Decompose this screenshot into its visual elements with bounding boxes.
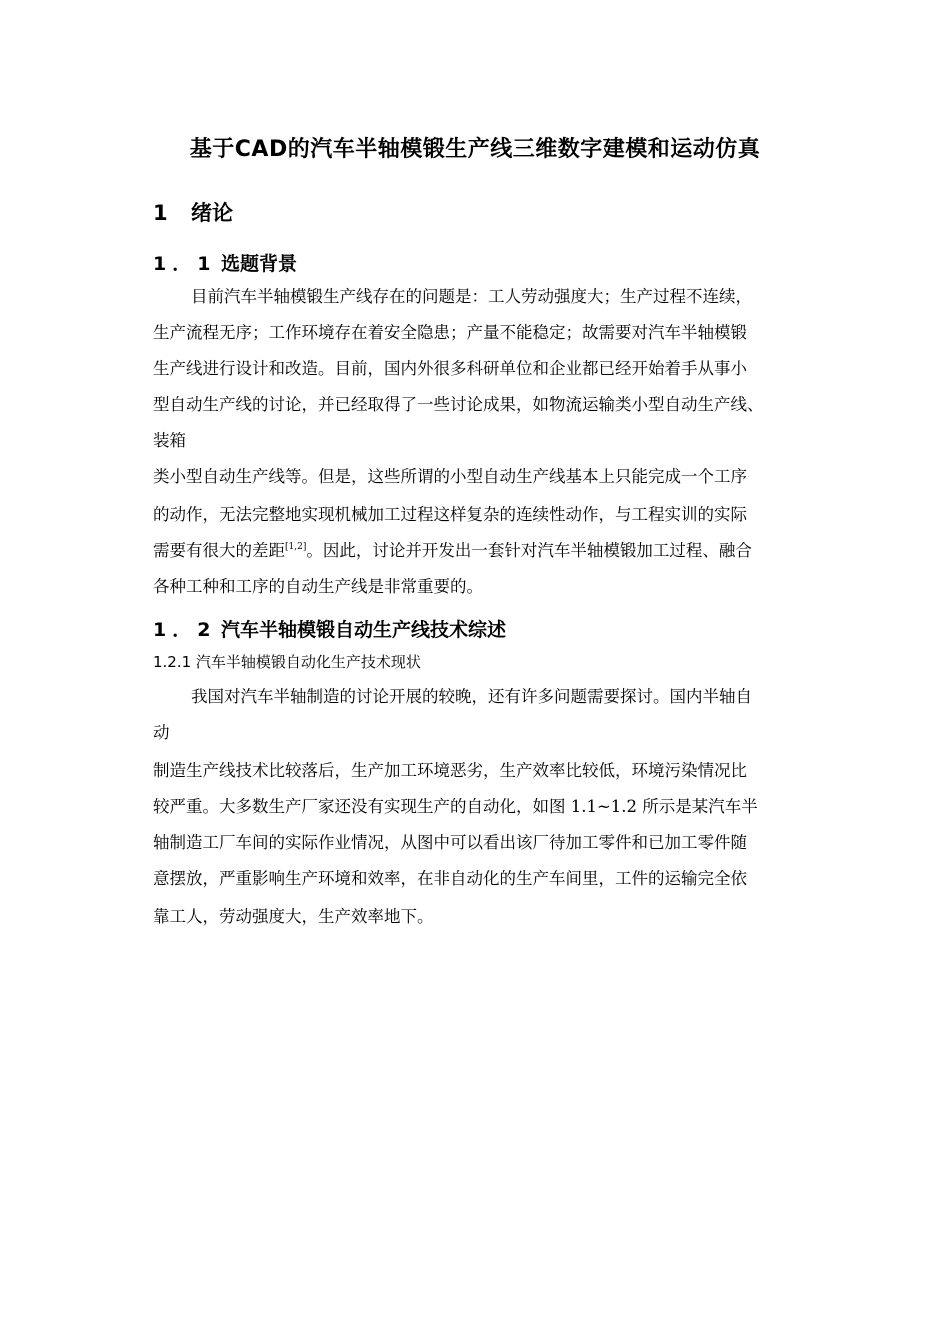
- section-number: 1．1: [153, 253, 217, 275]
- chapter-title: 绪论: [191, 201, 233, 225]
- paragraph-line: 型自动生产线的讨论，并已经取得了一些讨论成果，如物流运输类小型自动生产线、: [153, 395, 764, 414]
- document-title: 基于CAD的汽车半轴模锻生产线三维数字建模和运动仿真: [189, 137, 761, 162]
- paragraph-line: 各种工种和工序的自动生产线是非常重要的。: [153, 577, 483, 596]
- section-title: 汽车半轴模锻自动生产线技术综述: [221, 619, 507, 641]
- paragraph-line: 生产流程无序；工作环境存在着安全隐患；产量不能稳定；故需要对汽车半轴模锻: [153, 323, 747, 342]
- paragraph-text: 。因此，讨论并开发出一套针对汽车半轴模锻加工过程、融合: [306, 541, 752, 560]
- paragraph-line: 动: [153, 723, 170, 742]
- paragraph-line: 意摆放，严重影响生产环境和效率，在非自动化的生产车间里，工件的运输完全依: [153, 869, 747, 888]
- section-heading-1-2: [153, 615, 506, 642]
- paragraph-line: 装箱: [153, 431, 186, 450]
- paragraph-text: 需要有很大的差距: [153, 541, 285, 560]
- paragraph-line-with-citation: [153, 540, 873, 562]
- paragraph-line: 轴制造工厂车间的实际作业情况，从图中可以看出该厂待加工零件和已加工零件随: [153, 833, 747, 852]
- paragraph-line: 的动作，无法完整地实现机械加工过程这样复杂的连续性动作，与工程实训的实际: [153, 505, 747, 524]
- section-heading-1-1: [153, 249, 297, 276]
- paragraph-line: 较严重。大多数生产厂家还没有实现生产的自动化，如图 1.1~1.2 所示是某汽车半: [153, 797, 758, 816]
- paragraph-line: 靠工人，劳动强度大，生产效率地下。: [153, 907, 434, 926]
- subsection-heading-1-2-1: 1.2.1 汽车半轴模锻自动化生产技术现状: [153, 653, 421, 671]
- chapter-heading: [153, 197, 233, 227]
- paragraph-line: 目前汽车半轴模锻生产线存在的问题是：工人劳动强度大；生产过程不连续，: [191, 287, 752, 306]
- chapter-number: 1: [153, 201, 168, 225]
- section-title: 选题背景: [221, 253, 298, 275]
- paragraph-line: 制造生产线技术比较落后，生产加工环境恶劣，生产效率比较低，环境污染情况比: [153, 761, 747, 780]
- paragraph-line: 类小型自动生产线等。但是，这些所谓的小型自动生产线基本上只能完成一个工序: [153, 467, 747, 486]
- citation-ref: [1,2]: [285, 542, 307, 552]
- section-number: 1．2: [153, 619, 217, 641]
- paragraph-line: 我国对汽车半轴制造的讨论开展的较晚，还有许多问题需要探讨。国内半轴自: [191, 687, 752, 706]
- paragraph-line: 生产线进行设计和改造。目前，国内外很多科研单位和企业都已经开始着手从事小: [153, 359, 747, 378]
